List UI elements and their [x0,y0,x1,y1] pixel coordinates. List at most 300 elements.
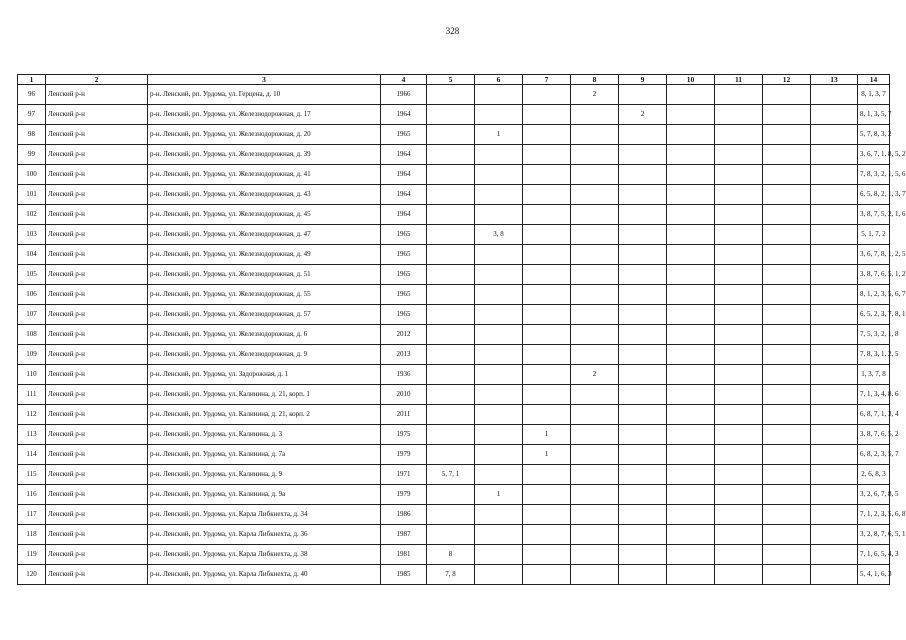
col5-cell [427,185,475,205]
col8-cell [571,125,619,145]
address-cell: р-н. Ленский, рп. Урдома, ул. Калинина, д. 9а [148,485,381,505]
col11-cell [715,105,763,125]
table-row [18,85,890,105]
address-cell: р-н. Ленский, рп. Урдома, ул. Герцена, д. 10 [148,85,381,105]
district-cell: Ленский р-н [46,125,148,145]
col9-cell: 2 [619,105,667,125]
col5-cell [427,505,475,525]
table-row [18,165,890,185]
table-row [18,545,890,565]
column-header-1: 1 [18,75,46,85]
col14-cell: 6, 5, 8, 2, 1, 3, 7 [858,185,890,205]
col9-cell [619,225,667,245]
col6-cell [475,385,523,405]
col10-cell [667,445,715,465]
address-cell: р-н. Ленский, рп. Урдома, ул. Железнодорожная, д. 39 [148,145,381,165]
col7-cell [523,225,571,245]
column-header-2: 2 [46,75,148,85]
column-header-5: 5 [427,75,475,85]
col13-cell [811,165,858,185]
year-cell: 1986 [381,505,427,525]
col6-cell [475,445,523,465]
col13-cell [811,325,858,345]
year-cell: 1965 [381,225,427,245]
col13-cell [811,425,858,445]
table-row [18,125,890,145]
col8-cell [571,385,619,405]
col9-cell [619,165,667,185]
col7-cell [523,105,571,125]
col8-cell [571,105,619,125]
col10-cell [667,485,715,505]
row-number: 107 [18,305,46,325]
row-number: 113 [18,425,46,445]
column-header-9: 9 [619,75,667,85]
col9-cell [619,425,667,445]
table-row [18,365,890,385]
col14-cell: 7, 1, 6, 5, 4, 3 [858,545,890,565]
col6-cell [475,165,523,185]
row-number: 111 [18,385,46,405]
year-cell: 1987 [381,525,427,545]
district-cell: Ленский р-н [46,285,148,305]
address-cell: р-н. Ленский, рп. Урдома, ул. Железнодорожная, д. 6 [148,325,381,345]
col12-cell [763,525,811,545]
col8-cell [571,525,619,545]
col5-cell [427,445,475,465]
col8-cell [571,305,619,325]
district-cell: Ленский р-н [46,565,148,585]
district-cell: Ленский р-н [46,545,148,565]
col7-cell [523,305,571,325]
table-row [18,185,890,205]
col7-cell [523,525,571,545]
col12-cell [763,485,811,505]
col6-cell [475,565,523,585]
col9-cell [619,465,667,485]
district-cell: Ленский р-н [46,465,148,485]
col13-cell [811,365,858,385]
col7-cell [523,85,571,105]
col7-cell [523,405,571,425]
row-number: 112 [18,405,46,425]
row-number: 119 [18,545,46,565]
col12-cell [763,265,811,285]
address-cell: р-н. Ленский, рп. Урдома, ул. Железнодорожная, д. 9 [148,345,381,365]
col11-cell [715,265,763,285]
row-number: 110 [18,365,46,385]
col13-cell [811,285,858,305]
col10-cell [667,265,715,285]
col12-cell [763,425,811,445]
col13-cell [811,385,858,405]
table-row [18,145,890,165]
header-row [18,75,890,85]
col11-cell [715,485,763,505]
col8-cell [571,145,619,165]
col13-cell [811,405,858,425]
col10-cell [667,465,715,485]
row-number: 115 [18,465,46,485]
col11-cell [715,285,763,305]
col6-cell [475,325,523,345]
year-cell: 1964 [381,105,427,125]
col12-cell [763,165,811,185]
row-number: 106 [18,285,46,305]
col13-cell [811,265,858,285]
district-cell: Ленский р-н [46,205,148,225]
col6-cell [475,105,523,125]
col7-cell [523,385,571,405]
col12-cell [763,125,811,145]
address-cell: р-н. Ленский, рп. Урдома, ул. Калинина, д. 7а [148,445,381,465]
col11-cell [715,445,763,465]
col13-cell [811,465,858,485]
table-row [18,245,890,265]
col14-cell: 5, 7, 8, 3, 2 [858,125,890,145]
table-body [18,85,906,585]
column-header-6: 6 [475,75,523,85]
col14-cell: 6, 8, 7, 1, 3, 4 [858,405,890,425]
col5-cell: 7, 8 [427,565,475,585]
address-cell: р-н. Ленский, рп. Урдома, ул. Железнодорожная, д. 49 [148,245,381,265]
col11-cell [715,125,763,145]
table-row [18,205,890,225]
col5-cell [427,485,475,505]
col10-cell [667,345,715,365]
col14-cell: 1, 3, 7, 8 [858,365,890,385]
col7-cell [523,565,571,585]
col5-cell [427,245,475,265]
col12-cell [763,85,811,105]
col7-cell [523,325,571,345]
row-number: 96 [18,85,46,105]
address-cell: р-н. Ленский, рп. Урдома, ул. Железнодорожная, д. 45 [148,205,381,225]
year-cell: 1975 [381,425,427,445]
col13-cell [811,445,858,465]
col14-cell: 5, 1, 7, 2 [858,225,890,245]
col9-cell [619,565,667,585]
table-row [18,305,890,325]
col10-cell [667,525,715,545]
col7-cell [523,365,571,385]
col9-cell [619,145,667,165]
column-header-4: 4 [381,75,427,85]
col11-cell [715,465,763,485]
col13-cell [811,145,858,165]
col13-cell [811,125,858,145]
col11-cell [715,205,763,225]
row-number: 103 [18,225,46,245]
col6-cell [475,365,523,385]
address-cell: р-н. Ленский, рп. Урдома, ул. Железнодорожная, д. 51 [148,265,381,285]
col12-cell [763,205,811,225]
table-row [18,325,890,345]
year-cell: 2011 [381,405,427,425]
col9-cell [619,345,667,365]
col5-cell [427,385,475,405]
address-cell: р-н. Ленский, рп. Урдома, ул. Карла Либкнехта, д. 40 [148,565,381,585]
table-row [18,425,890,445]
col5-cell [427,305,475,325]
year-cell: 1966 [381,85,427,105]
col5-cell [427,325,475,345]
col13-cell [811,85,858,105]
district-cell: Ленский р-н [46,85,148,105]
col14-cell: 7, 8, 3, 1, 2, 5 [858,345,890,365]
district-cell: Ленский р-н [46,105,148,125]
col7-cell: 1 [523,425,571,445]
district-cell: Ленский р-н [46,245,148,265]
row-number: 99 [18,145,46,165]
col9-cell [619,265,667,285]
col5-cell [427,205,475,225]
col8-cell: 2 [571,365,619,385]
col8-cell [571,205,619,225]
page-number: 328 [445,26,460,36]
col5-cell [427,165,475,185]
col5-cell: 5, 7, 1 [427,465,475,485]
col7-cell [523,285,571,305]
col13-cell [811,185,858,205]
col10-cell [667,165,715,185]
col5-cell [427,85,475,105]
district-cell: Ленский р-н [46,445,148,465]
col10-cell [667,425,715,445]
row-number: 97 [18,105,46,125]
col13-cell [811,565,858,585]
col7-cell [523,205,571,225]
row-number: 100 [18,165,46,185]
year-cell: 2010 [381,385,427,405]
column-header-12: 12 [763,75,811,85]
col6-cell [475,85,523,105]
column-header-11: 11 [715,75,763,85]
year-cell: 1965 [381,245,427,265]
address-cell: р-н. Ленский, рп. Урдома, ул. Железнодорожная, д. 41 [148,165,381,185]
col13-cell [811,245,858,265]
col10-cell [667,245,715,265]
col5-cell [427,365,475,385]
col14-cell: 3, 8, 7, 6, 5, 1, 2 [858,265,890,285]
col14-cell: 6, 8, 2, 3, 5, 7 [858,445,890,465]
district-cell: Ленский р-н [46,325,148,345]
col6-cell [475,465,523,485]
col8-cell [571,345,619,365]
year-cell: 2013 [381,345,427,365]
col6-cell [475,245,523,265]
col14-cell: 3, 2, 8, 7, 6, 5, 1 [858,525,890,545]
address-cell: р-н. Ленский, рп. Урдома, ул. Железнодорожная, д. 17 [148,105,381,125]
col9-cell [619,545,667,565]
col9-cell [619,485,667,505]
address-cell: р-н. Ленский, рп. Урдома, ул. Карла Либкнехта, д. 34 [148,505,381,525]
col6-cell [475,265,523,285]
col5-cell [427,345,475,365]
col5-cell [427,125,475,145]
col8-cell [571,245,619,265]
col12-cell [763,105,811,125]
col9-cell [619,525,667,545]
col9-cell [619,205,667,225]
col5-cell [427,285,475,305]
address-cell: р-н. Ленский, рп. Урдома, ул. Калинина, д. 9 [148,465,381,485]
district-cell: Ленский р-н [46,345,148,365]
year-cell: 2012 [381,325,427,345]
col11-cell [715,425,763,445]
col14-cell: 7, 1, 2, 3, 5, 6, 8 [858,505,890,525]
row-number: 120 [18,565,46,585]
table-row [18,505,890,525]
col11-cell [715,245,763,265]
col12-cell [763,185,811,205]
col6-cell [475,345,523,365]
year-cell: 1979 [381,445,427,465]
col12-cell [763,445,811,465]
row-number: 105 [18,265,46,285]
year-cell: 1971 [381,465,427,485]
col5-cell [427,105,475,125]
column-header-10: 10 [667,75,715,85]
col12-cell [763,565,811,585]
col9-cell [619,385,667,405]
col9-cell [619,365,667,385]
col8-cell [571,405,619,425]
col14-cell: 7, 1, 3, 4, 8, 6 [858,385,890,405]
address-cell: р-н. Ленский, рп. Урдома, ул. Калинина, д. 21, корп. 1 [148,385,381,405]
housing-table [17,74,906,585]
col10-cell [667,545,715,565]
col10-cell [667,225,715,245]
col12-cell [763,405,811,425]
col10-cell [667,85,715,105]
address-cell: р-н. Ленский, рп. Урдома, ул. Железнодорожная, д. 57 [148,305,381,325]
address-cell: р-н. Ленский, рп. Урдома, ул. Карла Либкнехта, д. 38 [148,545,381,565]
address-cell: р-н. Ленский, рп. Урдома, ул. Железнодорожная, д. 43 [148,185,381,205]
address-cell: р-н. Ленский, рп. Урдома, ул. Калинина, д. 21, корп. 2 [148,405,381,425]
district-cell: Ленский р-н [46,405,148,425]
address-cell: р-н. Ленский, рп. Урдома, ул. Карла Либкнехта, д. 36 [148,525,381,545]
year-cell: 1965 [381,305,427,325]
col5-cell [427,225,475,245]
col7-cell [523,465,571,485]
col12-cell [763,545,811,565]
col9-cell [619,445,667,465]
row-number: 101 [18,185,46,205]
col12-cell [763,365,811,385]
col13-cell [811,505,858,525]
table-row [18,105,890,125]
address-cell: р-н. Ленский, рп. Урдома, ул. Железнодорожная, д. 20 [148,125,381,145]
column-header-7: 7 [523,75,571,85]
col11-cell [715,385,763,405]
table-row [18,225,890,245]
col6-cell [475,405,523,425]
col11-cell [715,185,763,205]
col8-cell [571,185,619,205]
col7-cell [523,545,571,565]
col9-cell [619,325,667,345]
table-row [18,445,890,465]
col14-cell: 8, 1, 2, 3, 5, 6, 7 [858,285,890,305]
col5-cell [427,145,475,165]
col8-cell [571,485,619,505]
col8-cell [571,225,619,245]
col5-cell [427,405,475,425]
year-cell: 1964 [381,185,427,205]
table-row [18,405,890,425]
year-cell: 1965 [381,265,427,285]
col12-cell [763,385,811,405]
col14-cell: 3, 8, 7, 6, 5, 2 [858,425,890,445]
col14-cell: 3, 8, 7, 5, 2, 1, 6 [858,205,890,225]
table-row [18,265,890,285]
col12-cell [763,305,811,325]
col14-cell: 3, 6, 7, 8, 1, 2, 5 [858,245,890,265]
table-row [18,285,890,305]
col9-cell [619,85,667,105]
col6-cell [475,305,523,325]
col6-cell [475,185,523,205]
table-row [18,565,890,585]
col10-cell [667,305,715,325]
col7-cell [523,165,571,185]
col10-cell [667,385,715,405]
col10-cell [667,325,715,345]
row-number: 114 [18,445,46,465]
col11-cell [715,145,763,165]
row-number: 104 [18,245,46,265]
col12-cell [763,285,811,305]
col7-cell: 1 [523,445,571,465]
table-row [18,525,890,545]
row-number: 108 [18,325,46,345]
col10-cell [667,405,715,425]
col6-cell [475,145,523,165]
col11-cell [715,325,763,345]
col13-cell [811,105,858,125]
column-header-13: 13 [811,75,858,85]
district-cell: Ленский р-н [46,185,148,205]
row-number: 117 [18,505,46,525]
col6-cell [475,205,523,225]
district-cell: Ленский р-н [46,145,148,165]
address-cell: р-н. Ленский, рп. Урдома, ул. Калинина, д. 3 [148,425,381,445]
col13-cell [811,525,858,545]
district-cell: Ленский р-н [46,385,148,405]
col11-cell [715,85,763,105]
col8-cell [571,445,619,465]
address-cell: р-н. Ленский, рп. Урдома, ул. Железнодорожная, д. 47 [148,225,381,245]
district-cell: Ленский р-н [46,165,148,185]
row-number: 109 [18,345,46,365]
col14-cell: 2, 6, 8, 3 [858,465,890,485]
table-row [18,345,890,365]
table-row [18,465,890,485]
col8-cell [571,325,619,345]
col8-cell [571,285,619,305]
col10-cell [667,105,715,125]
col12-cell [763,325,811,345]
col14-cell: 8, 1, 3, 7 [858,85,890,105]
address-cell: р-н. Ленский, рп. Урдома, ул. Задорожная, д. 1 [148,365,381,385]
col11-cell [715,165,763,185]
col12-cell [763,465,811,485]
col10-cell [667,365,715,385]
col6-cell [475,425,523,445]
col8-cell: 2 [571,85,619,105]
col11-cell [715,525,763,545]
